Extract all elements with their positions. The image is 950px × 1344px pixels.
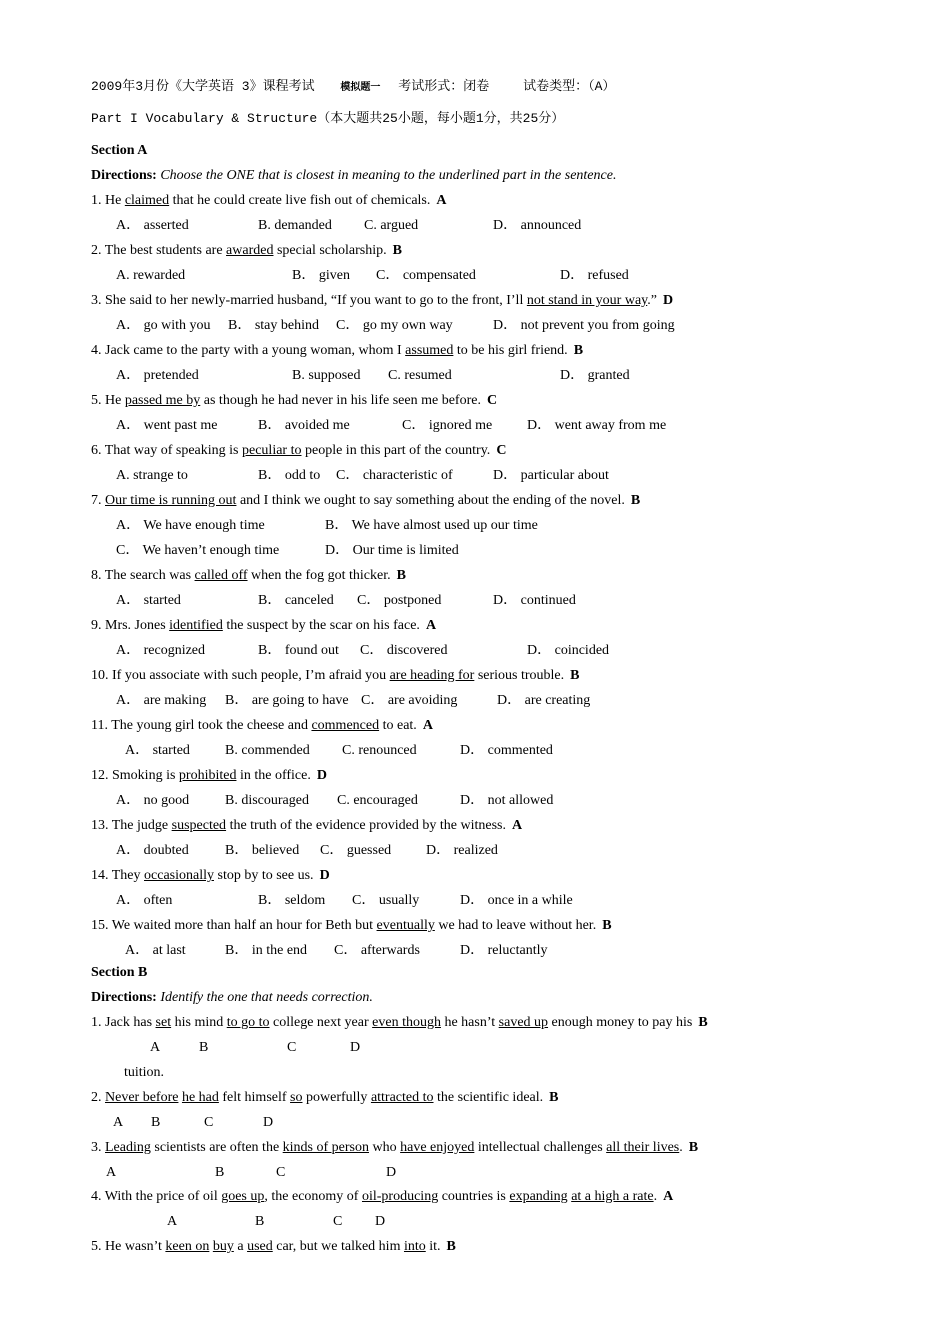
question-b-1 bbox=[91, 1014, 708, 1032]
question-a-1 bbox=[91, 192, 447, 210]
option-c: C． compensated bbox=[376, 268, 476, 283]
underlined-phrase: set bbox=[155, 1015, 172, 1030]
exam-title-mock: 模拟题一 bbox=[340, 83, 381, 94]
option-b: B． seldom bbox=[258, 893, 326, 908]
underlined-phrase: prohibited bbox=[178, 768, 237, 783]
option-d: D． went away from me bbox=[527, 418, 667, 433]
answer-key: B bbox=[630, 493, 641, 508]
option-b: B. commended bbox=[225, 743, 310, 758]
choice-letter-b: B bbox=[215, 1165, 225, 1180]
choice-letter-a: A bbox=[150, 1040, 161, 1055]
question-text: a bbox=[233, 1239, 248, 1254]
option-a: A． doubted bbox=[116, 843, 189, 858]
underlined-phrase: at a high a rate bbox=[571, 1189, 654, 1204]
option-a: A． go with you bbox=[116, 318, 211, 333]
underlined-phrase: attracted to bbox=[370, 1090, 434, 1105]
underlined-phrase: expanding bbox=[509, 1189, 568, 1204]
choice-letter-d: D bbox=[375, 1214, 386, 1229]
option-b: B． odd to bbox=[258, 468, 321, 483]
answer-key: D bbox=[662, 293, 674, 308]
option-c: C. encouraged bbox=[337, 793, 418, 808]
question-text: and I think we ought to say something about the ending of the novel. bbox=[236, 493, 625, 508]
question-text: . bbox=[679, 1140, 683, 1155]
question-text: car, but we talked him bbox=[272, 1239, 404, 1254]
option-c: C. renounced bbox=[342, 743, 417, 758]
question-a-14 bbox=[91, 867, 330, 885]
underlined-phrase: have enjoyed bbox=[400, 1140, 475, 1155]
exam-title-course: 2009年3月份《大学英语 3》课程考试 bbox=[91, 79, 315, 94]
answer-key: A bbox=[436, 193, 447, 208]
underlined-phrase: passed me by bbox=[124, 393, 201, 408]
question-b-5 bbox=[91, 1238, 456, 1256]
question-text: to eat. bbox=[379, 718, 417, 733]
option-a: A． at last bbox=[125, 943, 186, 958]
option-a: A． started bbox=[125, 743, 190, 758]
answer-key: D bbox=[319, 868, 330, 883]
choice-letter-a: A bbox=[106, 1165, 117, 1180]
question-text: in the office. bbox=[236, 768, 311, 783]
question-text: college next year bbox=[269, 1015, 373, 1030]
question-a-12 bbox=[91, 767, 327, 785]
question-text: 1. He bbox=[91, 193, 125, 208]
question-b-4 bbox=[91, 1188, 673, 1206]
directions-text: Identify the one that needs correction. bbox=[160, 990, 373, 1005]
underlined-phrase: so bbox=[290, 1090, 303, 1105]
question-text: 5. He bbox=[91, 393, 125, 408]
answer-key: B bbox=[570, 668, 580, 683]
answer-key: A bbox=[422, 718, 433, 733]
section-b-directions bbox=[91, 989, 373, 1007]
underlined-phrase: to go to bbox=[226, 1015, 270, 1030]
question-text: 2. The best students are bbox=[91, 243, 227, 258]
question-text: special scholarship. bbox=[273, 243, 387, 258]
question-text: that he could create live fish out of chemicals. bbox=[169, 193, 431, 208]
option-c: C. resumed bbox=[388, 368, 452, 383]
question-text: 14. They bbox=[91, 868, 145, 883]
option-a: A． pretended bbox=[116, 368, 199, 383]
option-b: B． given bbox=[292, 268, 350, 283]
question-text: 3. bbox=[91, 1140, 105, 1155]
underlined-phrase: commenced bbox=[311, 718, 380, 733]
section-b-heading: Section B bbox=[91, 965, 148, 980]
choice-letter-a: A bbox=[167, 1214, 178, 1229]
question-text: to be his girl friend. bbox=[453, 343, 568, 358]
option-d: D． reluctantly bbox=[460, 943, 548, 958]
option-d: D． not prevent you from going bbox=[493, 318, 675, 333]
choice-letter-b: B bbox=[199, 1040, 209, 1055]
option-b: B. demanded bbox=[258, 218, 332, 233]
option-c: C． afterwards bbox=[334, 943, 420, 958]
choice-letter-c: C bbox=[204, 1115, 214, 1130]
question-text: 7. bbox=[91, 493, 105, 508]
option-a: A． started bbox=[116, 593, 181, 608]
option-b: B． are going to have bbox=[225, 693, 349, 708]
question-text: serious trouble. bbox=[474, 668, 565, 683]
question-text: when the fog got thicker. bbox=[247, 568, 391, 583]
question-a-13 bbox=[91, 817, 522, 835]
option-b: B． stay behind bbox=[228, 318, 319, 333]
question-a-8 bbox=[91, 567, 406, 585]
option-d: D． continued bbox=[493, 593, 576, 608]
answer-key: B bbox=[602, 918, 612, 933]
section-a-heading: Section A bbox=[91, 143, 148, 158]
question-b-2 bbox=[91, 1089, 558, 1107]
underlined-phrase: called off bbox=[194, 568, 248, 583]
option-d: D． Our time is limited bbox=[325, 543, 459, 558]
question-a-9 bbox=[91, 617, 436, 635]
option-d: D． not allowed bbox=[460, 793, 554, 808]
underlined-phrase: not stand in your way bbox=[526, 293, 648, 308]
question-text: 9. Mrs. Jones bbox=[91, 618, 170, 633]
question-text: scientists are often the bbox=[150, 1140, 283, 1155]
option-d: D． once in a while bbox=[460, 893, 573, 908]
question-text: 1. Jack has bbox=[91, 1015, 156, 1030]
choice-letter-c: C bbox=[276, 1165, 286, 1180]
question-text: his mind bbox=[171, 1015, 227, 1030]
answer-key: B bbox=[392, 243, 402, 258]
question-text: the scientific ideal. bbox=[433, 1090, 544, 1105]
answer-key: B bbox=[549, 1090, 559, 1105]
option-d: D． coincided bbox=[527, 643, 610, 658]
question-text: we had to leave without her. bbox=[434, 918, 597, 933]
question-a-3 bbox=[91, 292, 673, 310]
question-a-11 bbox=[91, 717, 433, 735]
option-a: A． asserted bbox=[116, 218, 189, 233]
question-text: .” bbox=[647, 293, 657, 308]
choice-letter-b: B bbox=[151, 1115, 161, 1130]
question-text: 10. If you associate with such people, I’m afraid you bbox=[91, 668, 390, 683]
question-text: , the economy of bbox=[264, 1189, 362, 1204]
option-d: D． announced bbox=[493, 218, 582, 233]
question-text: 2. bbox=[91, 1090, 105, 1105]
option-d: D． granted bbox=[560, 368, 630, 383]
option-c: C． discovered bbox=[360, 643, 448, 658]
underlined-phrase: are heading for bbox=[389, 668, 475, 683]
exam-type: 试卷类型：（A） bbox=[523, 79, 616, 94]
question-a-4 bbox=[91, 342, 583, 360]
option-a: A． We have enough time bbox=[116, 518, 265, 533]
question-text: 4. With the price of oil bbox=[91, 1189, 222, 1204]
question-text: the suspect by the scar on his face. bbox=[222, 618, 420, 633]
underlined-phrase: used bbox=[247, 1239, 273, 1254]
underlined-phrase: keen on bbox=[165, 1239, 210, 1254]
underlined-phrase: goes up bbox=[221, 1189, 265, 1204]
answer-key: B bbox=[446, 1239, 456, 1254]
exam-title bbox=[91, 78, 615, 98]
underlined-phrase: Our time is running out bbox=[105, 493, 237, 508]
option-c: C． usually bbox=[352, 893, 420, 908]
underlined-phrase: eventually bbox=[376, 918, 435, 933]
answer-key: A bbox=[512, 818, 523, 833]
question-text: intellectual challenges bbox=[474, 1140, 607, 1155]
directions-label: Directions: bbox=[91, 990, 157, 1005]
option-d: D． realized bbox=[426, 843, 498, 858]
answer-key: D bbox=[316, 768, 327, 783]
question-a-2 bbox=[91, 242, 402, 260]
question-text: 13. The judge bbox=[91, 818, 172, 833]
option-d: D． refused bbox=[560, 268, 629, 283]
part-heading: Part I Vocabulary & Structure（本大题共25小题，每小题1分，共25分） bbox=[91, 111, 565, 126]
option-c: C． We haven’t enough time bbox=[116, 543, 280, 558]
underlined-phrase: saved up bbox=[498, 1015, 549, 1030]
option-c: C． are avoiding bbox=[361, 693, 458, 708]
choice-letter-d: D bbox=[350, 1040, 361, 1055]
question-text: stop by to see us. bbox=[214, 868, 314, 883]
underlined-phrase: even though bbox=[372, 1015, 441, 1030]
question-text: 6. That way of speaking is bbox=[91, 443, 242, 458]
option-b: B. discouraged bbox=[225, 793, 309, 808]
option-d: D． particular about bbox=[493, 468, 609, 483]
question-a-5 bbox=[91, 392, 497, 410]
option-b: B． found out bbox=[258, 643, 339, 658]
section-a-directions bbox=[91, 167, 616, 185]
question-text: who bbox=[369, 1140, 401, 1155]
underlined-phrase: Leading bbox=[105, 1140, 151, 1155]
choice-letter-b: B bbox=[255, 1214, 265, 1229]
underlined-phrase: Never before bbox=[105, 1090, 179, 1105]
exam-form: 考试形式：闭卷 bbox=[398, 79, 490, 94]
answer-key: C bbox=[486, 393, 498, 408]
question-text: 8. The search was bbox=[91, 568, 195, 583]
question-text: people in this part of the country. bbox=[301, 443, 491, 458]
question-a-15 bbox=[91, 917, 612, 935]
question-text: enough money to pay his bbox=[548, 1015, 693, 1030]
option-b: B. supposed bbox=[292, 368, 361, 383]
option-a: A． often bbox=[116, 893, 173, 908]
underlined-phrase: he had bbox=[181, 1090, 219, 1105]
option-a: A． are making bbox=[116, 693, 207, 708]
option-a: A． went past me bbox=[116, 418, 218, 433]
option-c: C． guessed bbox=[320, 843, 392, 858]
underlined-phrase: peculiar to bbox=[242, 443, 302, 458]
question-continuation: tuition. bbox=[124, 1065, 165, 1080]
underlined-phrase: buy bbox=[212, 1239, 234, 1254]
underlined-phrase: suspected bbox=[171, 818, 227, 833]
option-b: B． believed bbox=[225, 843, 300, 858]
question-text: 15. We waited more than half an hour for Beth but bbox=[91, 918, 377, 933]
underlined-phrase: identified bbox=[169, 618, 223, 633]
question-text: he hasn’t bbox=[440, 1015, 499, 1030]
choice-letter-d: D bbox=[263, 1115, 274, 1130]
question-b-3 bbox=[91, 1139, 698, 1157]
answer-key: A bbox=[663, 1189, 674, 1204]
answer-key: B bbox=[396, 568, 406, 583]
directions-text: Choose the ONE that is closest in meaning to the underlined part in the sentence. bbox=[160, 168, 617, 183]
option-b: B． canceled bbox=[258, 593, 334, 608]
underlined-phrase: claimed bbox=[124, 193, 170, 208]
question-text: countries is bbox=[438, 1189, 510, 1204]
answer-key: A bbox=[425, 618, 437, 633]
option-b: B． in the end bbox=[225, 943, 308, 958]
option-c: C. argued bbox=[364, 218, 419, 233]
question-a-6 bbox=[91, 442, 506, 460]
question-text: 5. He wasn’t bbox=[91, 1239, 166, 1254]
underlined-phrase: occasionally bbox=[144, 868, 214, 883]
choice-letter-c: C bbox=[333, 1214, 343, 1229]
option-d: D． are creating bbox=[497, 693, 591, 708]
question-text: it. bbox=[425, 1239, 441, 1254]
question-a-7 bbox=[91, 492, 640, 510]
question-text: 3. She said to her newly-married husband, “If you want to go to the front, I’ll bbox=[91, 293, 527, 308]
option-c: C． characteristic of bbox=[336, 468, 453, 483]
option-c: C． go my own way bbox=[336, 318, 453, 333]
choice-letter-c: C bbox=[287, 1040, 297, 1055]
choice-letter-a: A bbox=[113, 1115, 124, 1130]
option-c: C． postponed bbox=[357, 593, 442, 608]
question-text: the truth of the evidence provided by the witness. bbox=[226, 818, 506, 833]
question-text: felt himself bbox=[218, 1090, 291, 1105]
directions-label: Directions: bbox=[91, 168, 157, 183]
option-b: B． We have almost used up our time bbox=[325, 518, 538, 533]
question-text: 11. The young girl took the cheese and bbox=[91, 718, 312, 733]
answer-key: B bbox=[698, 1015, 708, 1030]
option-a: A. rewarded bbox=[116, 268, 186, 283]
option-a: A. strange to bbox=[116, 468, 188, 483]
answer-key: C bbox=[496, 443, 507, 458]
underlined-phrase: kinds of person bbox=[282, 1140, 369, 1155]
option-d: D． commented bbox=[460, 743, 553, 758]
question-a-10 bbox=[91, 667, 580, 685]
option-a: A． recognized bbox=[116, 643, 206, 658]
underlined-phrase: assumed bbox=[405, 343, 454, 358]
question-text: 12. Smoking is bbox=[91, 768, 179, 783]
option-c: C． ignored me bbox=[402, 418, 493, 433]
question-text: 4. Jack came to the party with a young woman, whom I bbox=[91, 343, 406, 358]
question-text: . bbox=[653, 1189, 658, 1204]
option-a: A． no good bbox=[116, 793, 190, 808]
answer-key: B bbox=[573, 343, 584, 358]
underlined-phrase: into bbox=[403, 1239, 426, 1254]
question-text: powerfully bbox=[302, 1090, 371, 1105]
choice-letter-d: D bbox=[386, 1165, 397, 1180]
underlined-phrase: oil-producing bbox=[361, 1189, 439, 1204]
answer-key: B bbox=[688, 1140, 699, 1155]
option-b: B． avoided me bbox=[258, 418, 350, 433]
underlined-phrase: all their lives bbox=[606, 1140, 680, 1155]
question-text: as though he had never in his life seen me before. bbox=[200, 393, 481, 408]
underlined-phrase: awarded bbox=[226, 243, 274, 258]
